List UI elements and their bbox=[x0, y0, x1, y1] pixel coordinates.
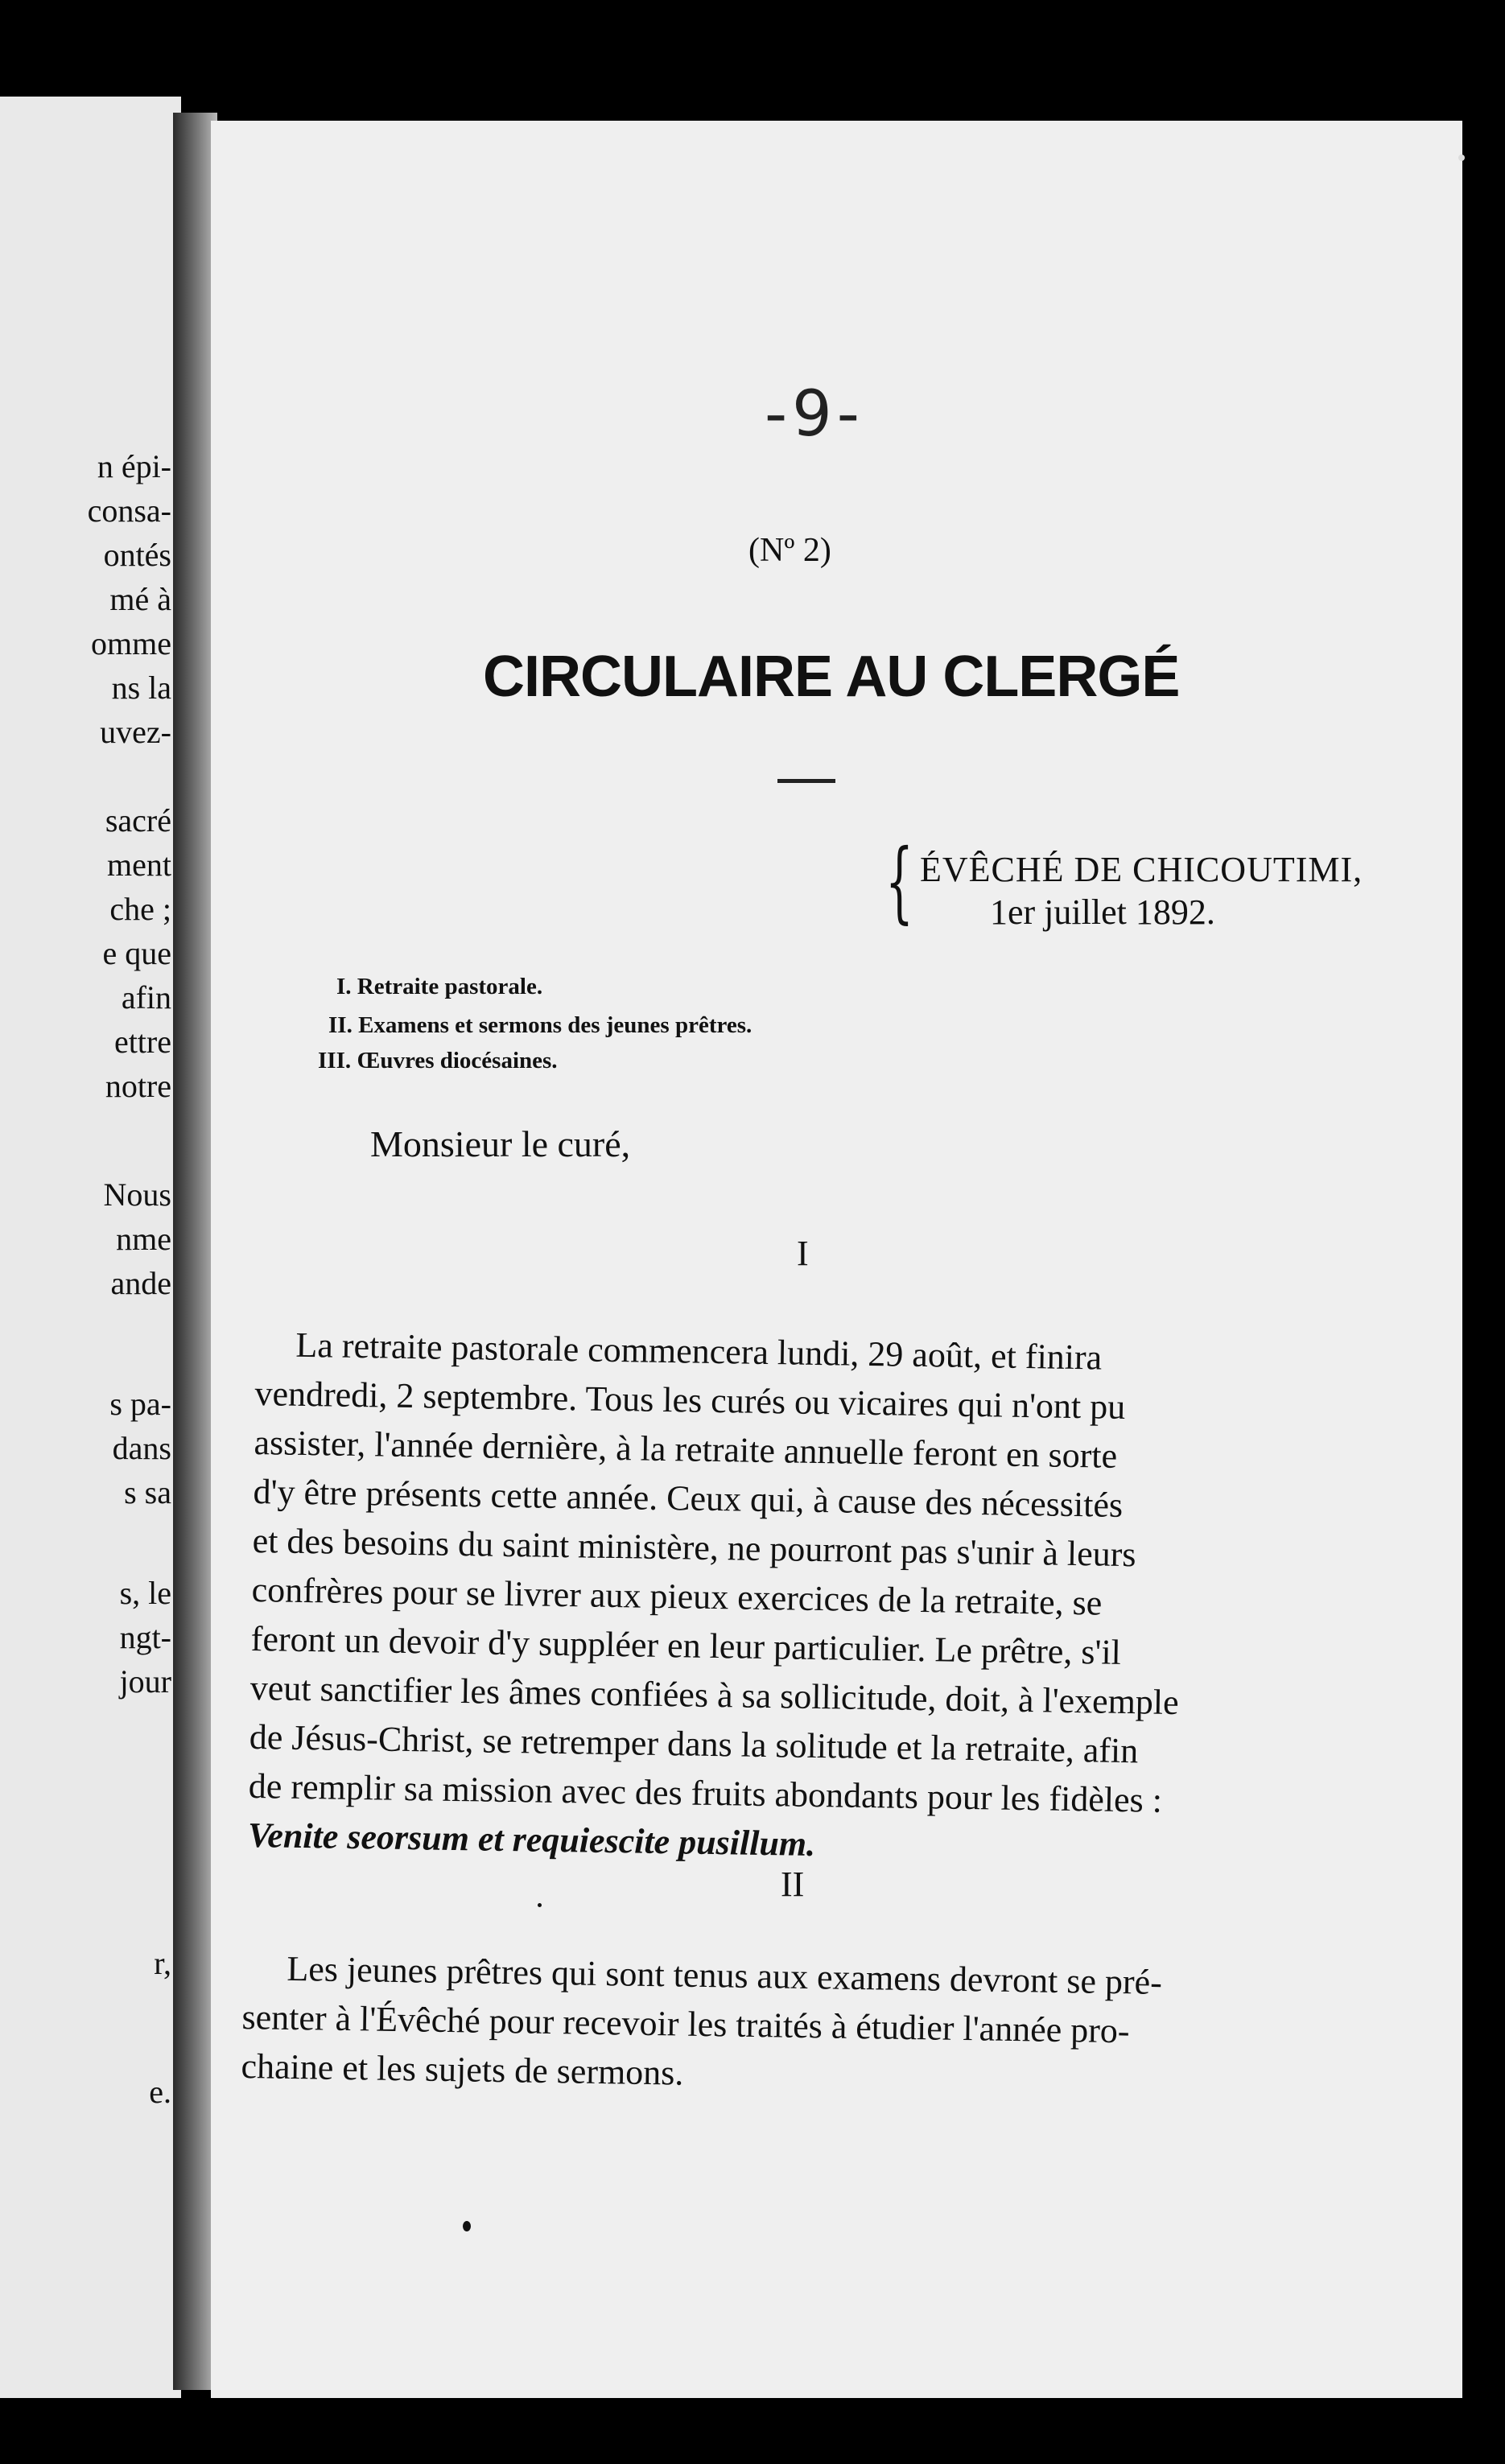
facing-page-line: n épi- bbox=[97, 448, 171, 484]
facing-page-line: s pa- bbox=[109, 1386, 171, 1422]
salutation: Monsieur le curé, bbox=[370, 1123, 631, 1164]
section-paragraph bbox=[241, 1943, 1162, 2105]
facing-page-line: nme bbox=[116, 1221, 171, 1257]
section-number: II bbox=[781, 1864, 805, 1904]
paragraph-line: chaine et les sujets de sermons. bbox=[241, 2046, 684, 2093]
paragraph-line: confrères pour se livrer aux pieux exercices de la retraite, se bbox=[251, 1569, 1103, 1623]
circular-number: (Nº 2) bbox=[748, 532, 831, 569]
facing-page-line: Nous bbox=[103, 1176, 171, 1213]
paragraph-line: feront un devoir d'y suppléer en leur particulier. Le prêtre, s'il bbox=[250, 1618, 1122, 1672]
paragraph-line: assister, l'année dernière, à la retraite annuelle feront en sorte bbox=[254, 1422, 1118, 1476]
facing-page-line: dans bbox=[112, 1430, 171, 1466]
facing-page-line: ns la bbox=[111, 670, 171, 706]
title-rule bbox=[777, 779, 835, 783]
facing-page-line: ontés bbox=[103, 537, 171, 573]
speck bbox=[1458, 155, 1465, 161]
facing-page-line: mé à bbox=[109, 581, 171, 617]
dateline-place: ÉVÊCHÉ DE CHICOUTIMI, bbox=[920, 850, 1363, 889]
toc-item: I. Retraite pastorale. bbox=[336, 974, 543, 999]
facing-page-line: consa- bbox=[87, 492, 171, 529]
facing-page-line: e que bbox=[102, 935, 171, 971]
facing-page bbox=[0, 97, 181, 2398]
section-paragraph bbox=[247, 1320, 1184, 1874]
paragraph-line: de Jésus-Christ, se retremper dans la solitude et la retraite, afin bbox=[249, 1716, 1139, 1771]
facing-page-line: s sa bbox=[124, 1474, 171, 1510]
latin-quote: Venite seorsum et requiescite pusillum. bbox=[247, 1815, 816, 1864]
facing-page-line: sacré bbox=[105, 802, 171, 839]
paragraph-line: vendredi, 2 septembre. Tous les curés ou vicaires qui n'ont pu bbox=[254, 1373, 1126, 1427]
paragraph-line: La retraite pastorale commencera lundi, 29 août, et finira bbox=[295, 1325, 1103, 1378]
facing-page-line: r, bbox=[154, 1945, 171, 1981]
speck bbox=[463, 2221, 471, 2231]
facing-page-line: afin bbox=[121, 979, 171, 1016]
toc-item: II. Examens et sermons des jeunes prêtres. bbox=[328, 1012, 752, 1038]
dateline-date: 1er juillet 1892. bbox=[990, 892, 1215, 932]
facing-page-line: ande bbox=[110, 1265, 171, 1301]
facing-page-line: ettre bbox=[113, 1024, 171, 1060]
facing-page-line: jour bbox=[119, 1663, 171, 1700]
facing-page-line: s, le bbox=[119, 1575, 171, 1611]
facing-page-line: ment bbox=[107, 847, 171, 883]
brace: { bbox=[885, 830, 913, 933]
speck bbox=[538, 1903, 542, 1907]
toc-item: III. Œuvres diocésaines. bbox=[318, 1048, 558, 1073]
paragraph-line: de remplir sa mission avec des fruits abondants pour les fidèles : bbox=[248, 1766, 1163, 1820]
page-number: -9- bbox=[765, 378, 864, 451]
paragraph-line: senter à l'Évêché pour recevoir les traités à étudier l'année pro- bbox=[241, 1996, 1130, 2051]
facing-page-line: ngt- bbox=[119, 1619, 171, 1655]
section-number: I bbox=[797, 1234, 809, 1273]
facing-page-line: che ; bbox=[109, 891, 171, 927]
paragraph-line: d'y être présents cette année. Ceux qui, à cause des nécessités bbox=[253, 1471, 1124, 1525]
paragraph-line: et des besoins du saint ministère, ne pourront pas s'unir à leurs bbox=[252, 1520, 1136, 1575]
paragraph-line: veut sanctifier les âmes confiées à sa sollicitude, doit, à l'exemple bbox=[249, 1667, 1180, 1723]
facing-page-line: e. bbox=[149, 2074, 171, 2110]
facing-page-line: notre bbox=[105, 1068, 171, 1104]
facing-page-line: uvez- bbox=[100, 714, 171, 750]
facing-page-line: omme bbox=[91, 625, 171, 661]
page-title: CIRCULAIRE AU CLERGÉ bbox=[483, 645, 1180, 709]
paragraph-line: Les jeunes prêtres qui sont tenus aux examens devront se pré- bbox=[287, 1948, 1163, 2002]
